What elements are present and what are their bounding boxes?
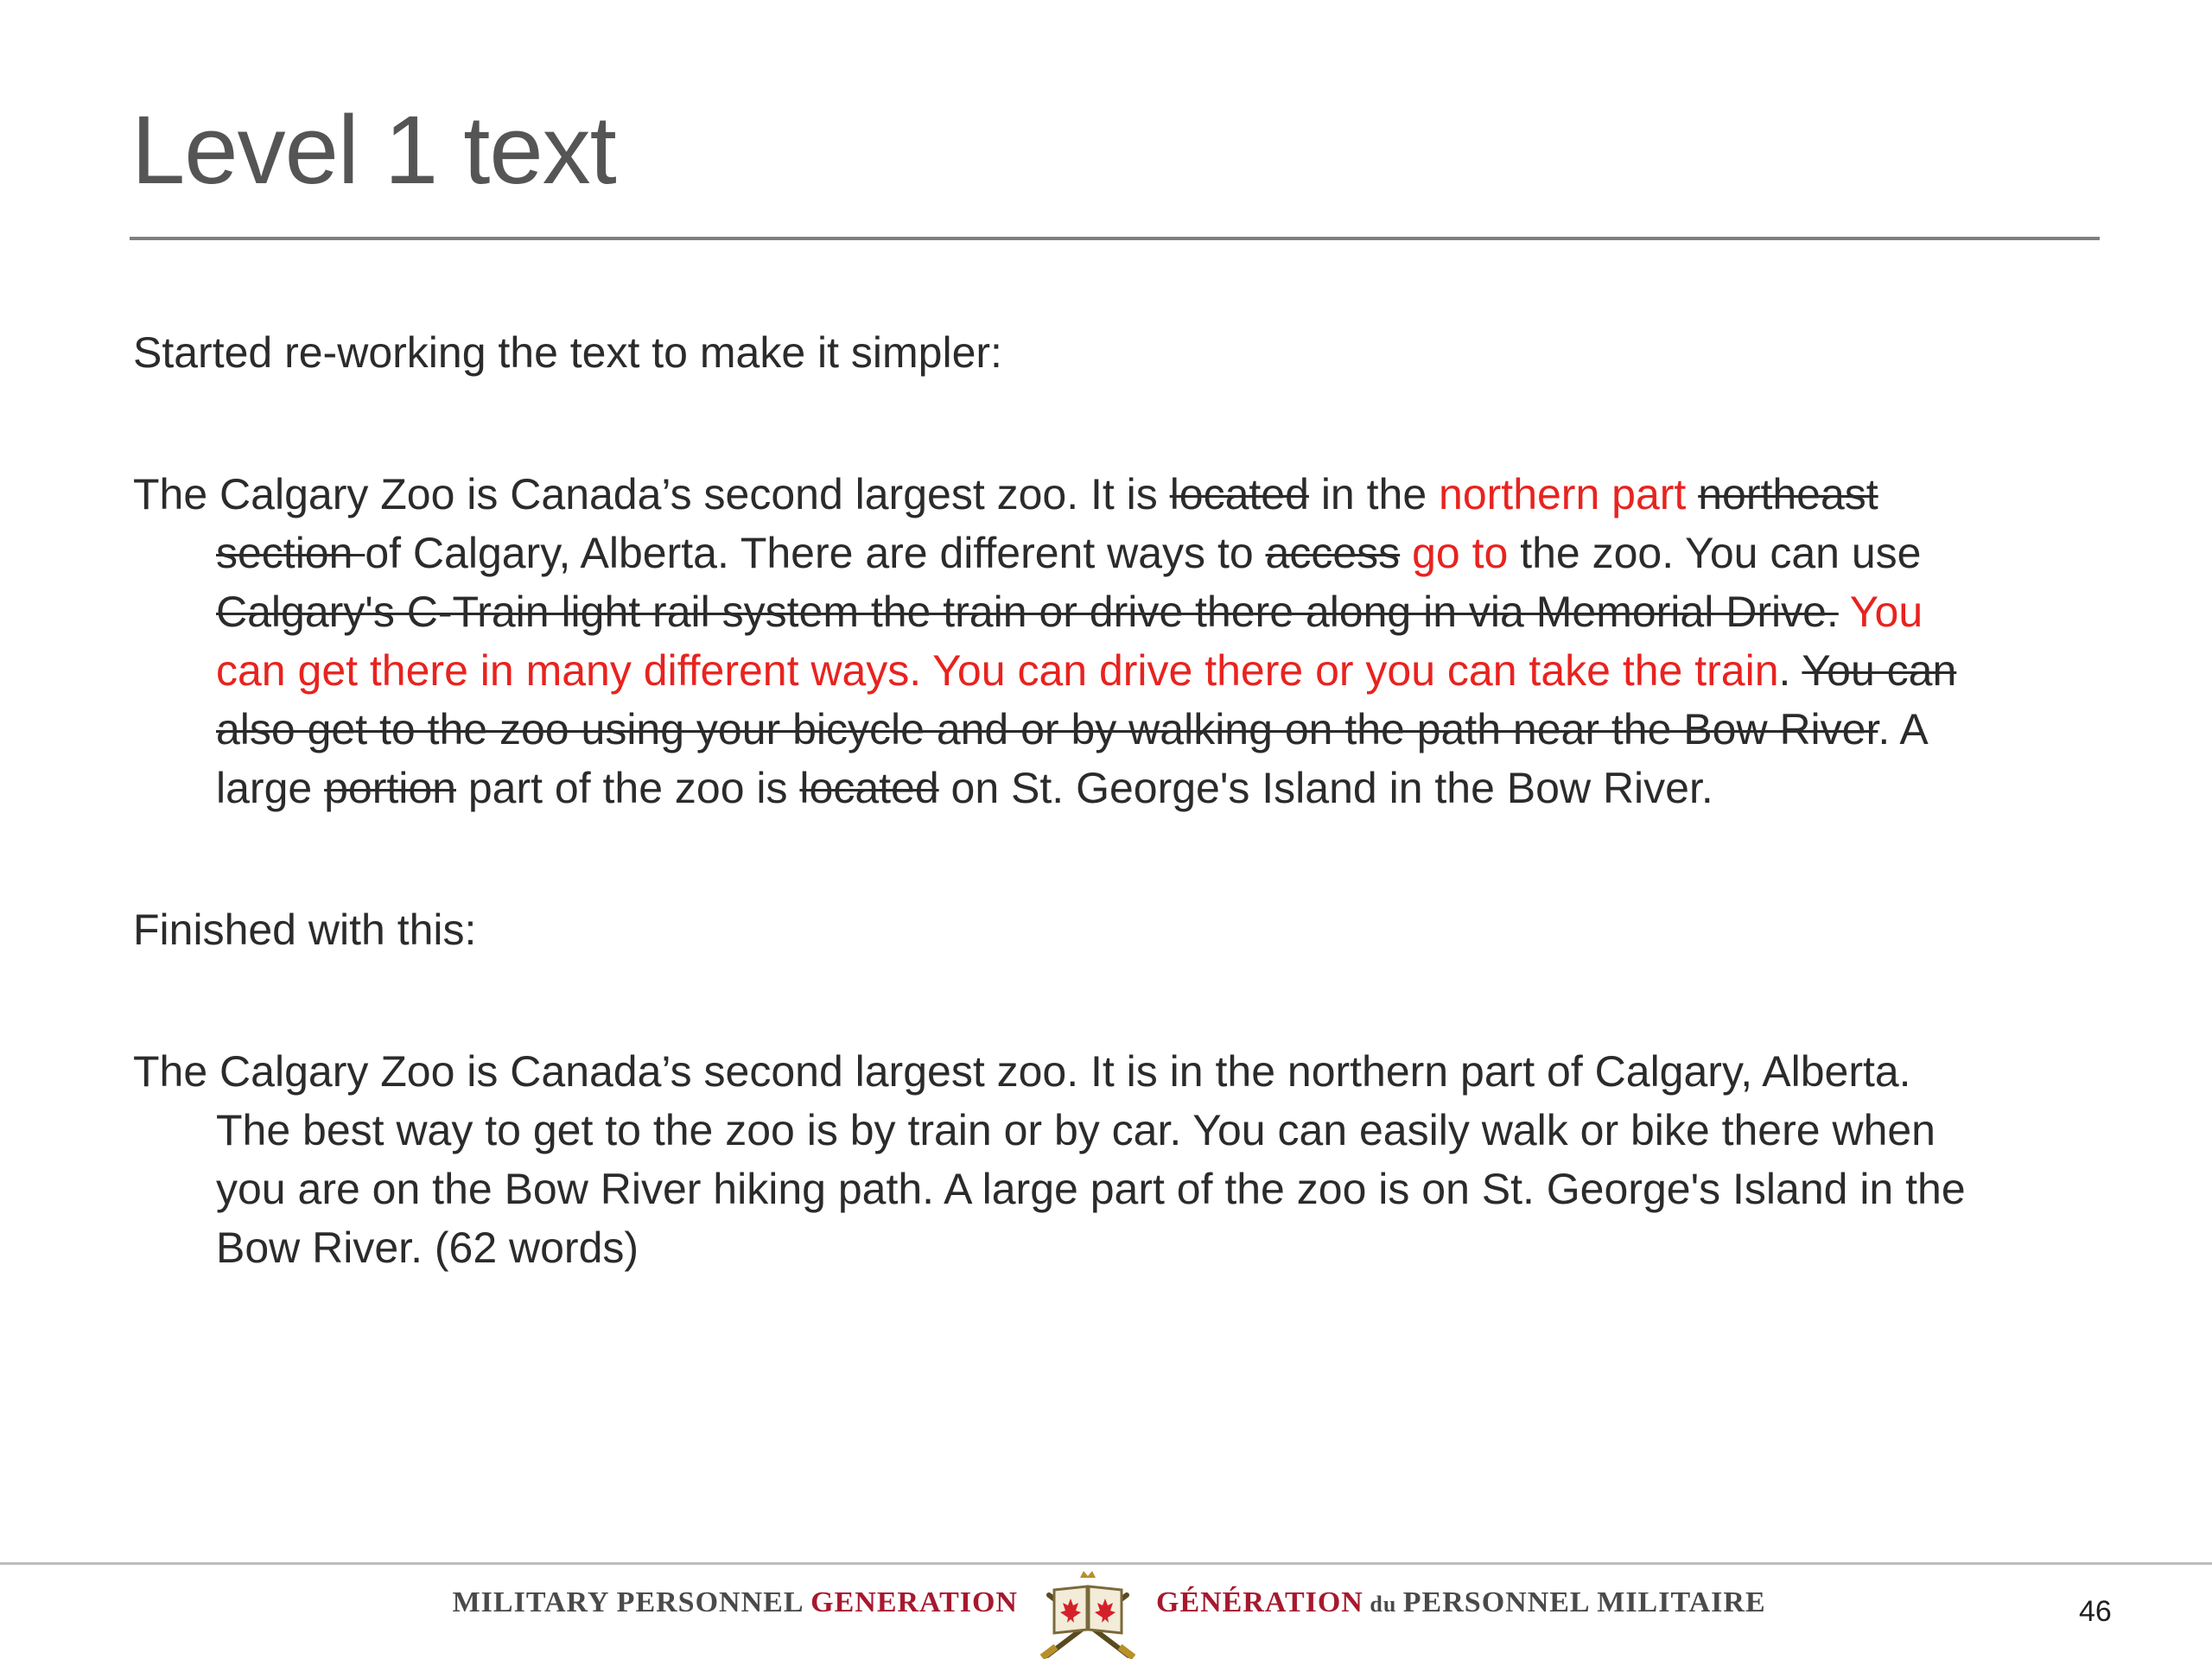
- draft-text: the zoo. You can use: [1508, 529, 1922, 577]
- page-number: 46: [2079, 1595, 2112, 1628]
- intro-label: Started re-working the text to make it simpler:: [133, 328, 1002, 377]
- footer-french-suffix: PERSONNEL MILITAIRE: [1402, 1586, 1766, 1618]
- deleted-text: northeast section: [216, 470, 1878, 577]
- slide-body: [133, 323, 1974, 1277]
- military-crest-logo: [1037, 1569, 1139, 1659]
- deleted-text: Calgary's C-Train light rail system the train or drive there along in via Memorial Drive.: [216, 588, 1839, 636]
- finished-label: Finished with this:: [133, 906, 477, 954]
- deleted-text: access: [1265, 529, 1401, 577]
- draft-text: .: [1778, 646, 1802, 695]
- draft-text: [1839, 588, 1850, 636]
- footer-english-prefix: MILITARY PERSONNEL: [452, 1586, 811, 1618]
- footer-english-org: [453, 1586, 1018, 1619]
- draft-text: of Calgary, Alberta. There are different ways to: [365, 529, 1266, 577]
- footer-french-du: du: [1363, 1592, 1403, 1617]
- inserted-text: go to: [1412, 529, 1509, 577]
- draft-text: [1400, 529, 1412, 577]
- footer-divider: [0, 1562, 2212, 1565]
- deleted-text: You can also get to the zoo using your bicycle and or by walking on the path near the Bow River: [216, 646, 1957, 753]
- title-divider: [130, 237, 2100, 240]
- deleted-text: located: [799, 764, 939, 812]
- inserted-text: northern part: [1439, 470, 1699, 518]
- deleted-text: portion: [324, 764, 456, 812]
- slide-title: Level 1 text: [131, 96, 616, 204]
- draft-paragraph: [133, 465, 1974, 817]
- final-paragraph: The Calgary Zoo is Canada’s second largest zoo. It is in the northern part of Calgary, Alberta. The best way to get to the zoo is by train or by car. You can easily walk or bike there when you are on the Bow River hiking path. A large part of the zoo is on St. George's Island in the Bow River. (62 words): [133, 1047, 1966, 1272]
- footer-french-accent: GÉNÉRATION: [1156, 1586, 1363, 1618]
- draft-text: . A large: [216, 705, 1926, 812]
- inserted-text: You can get there in many different ways. You can drive there or you can take the train: [216, 588, 1923, 695]
- draft-text: on St. George's Island in the Bow River.: [938, 764, 1713, 812]
- deleted-text: located: [1169, 470, 1309, 518]
- footer-english-accent: GENERATION: [810, 1586, 1018, 1618]
- draft-text: The Calgary Zoo is Canada’s second largest zoo. It is: [133, 470, 1170, 518]
- draft-text: part of the zoo is: [455, 764, 800, 812]
- draft-text: in the: [1308, 470, 1440, 518]
- footer-french-org: [1156, 1586, 1766, 1619]
